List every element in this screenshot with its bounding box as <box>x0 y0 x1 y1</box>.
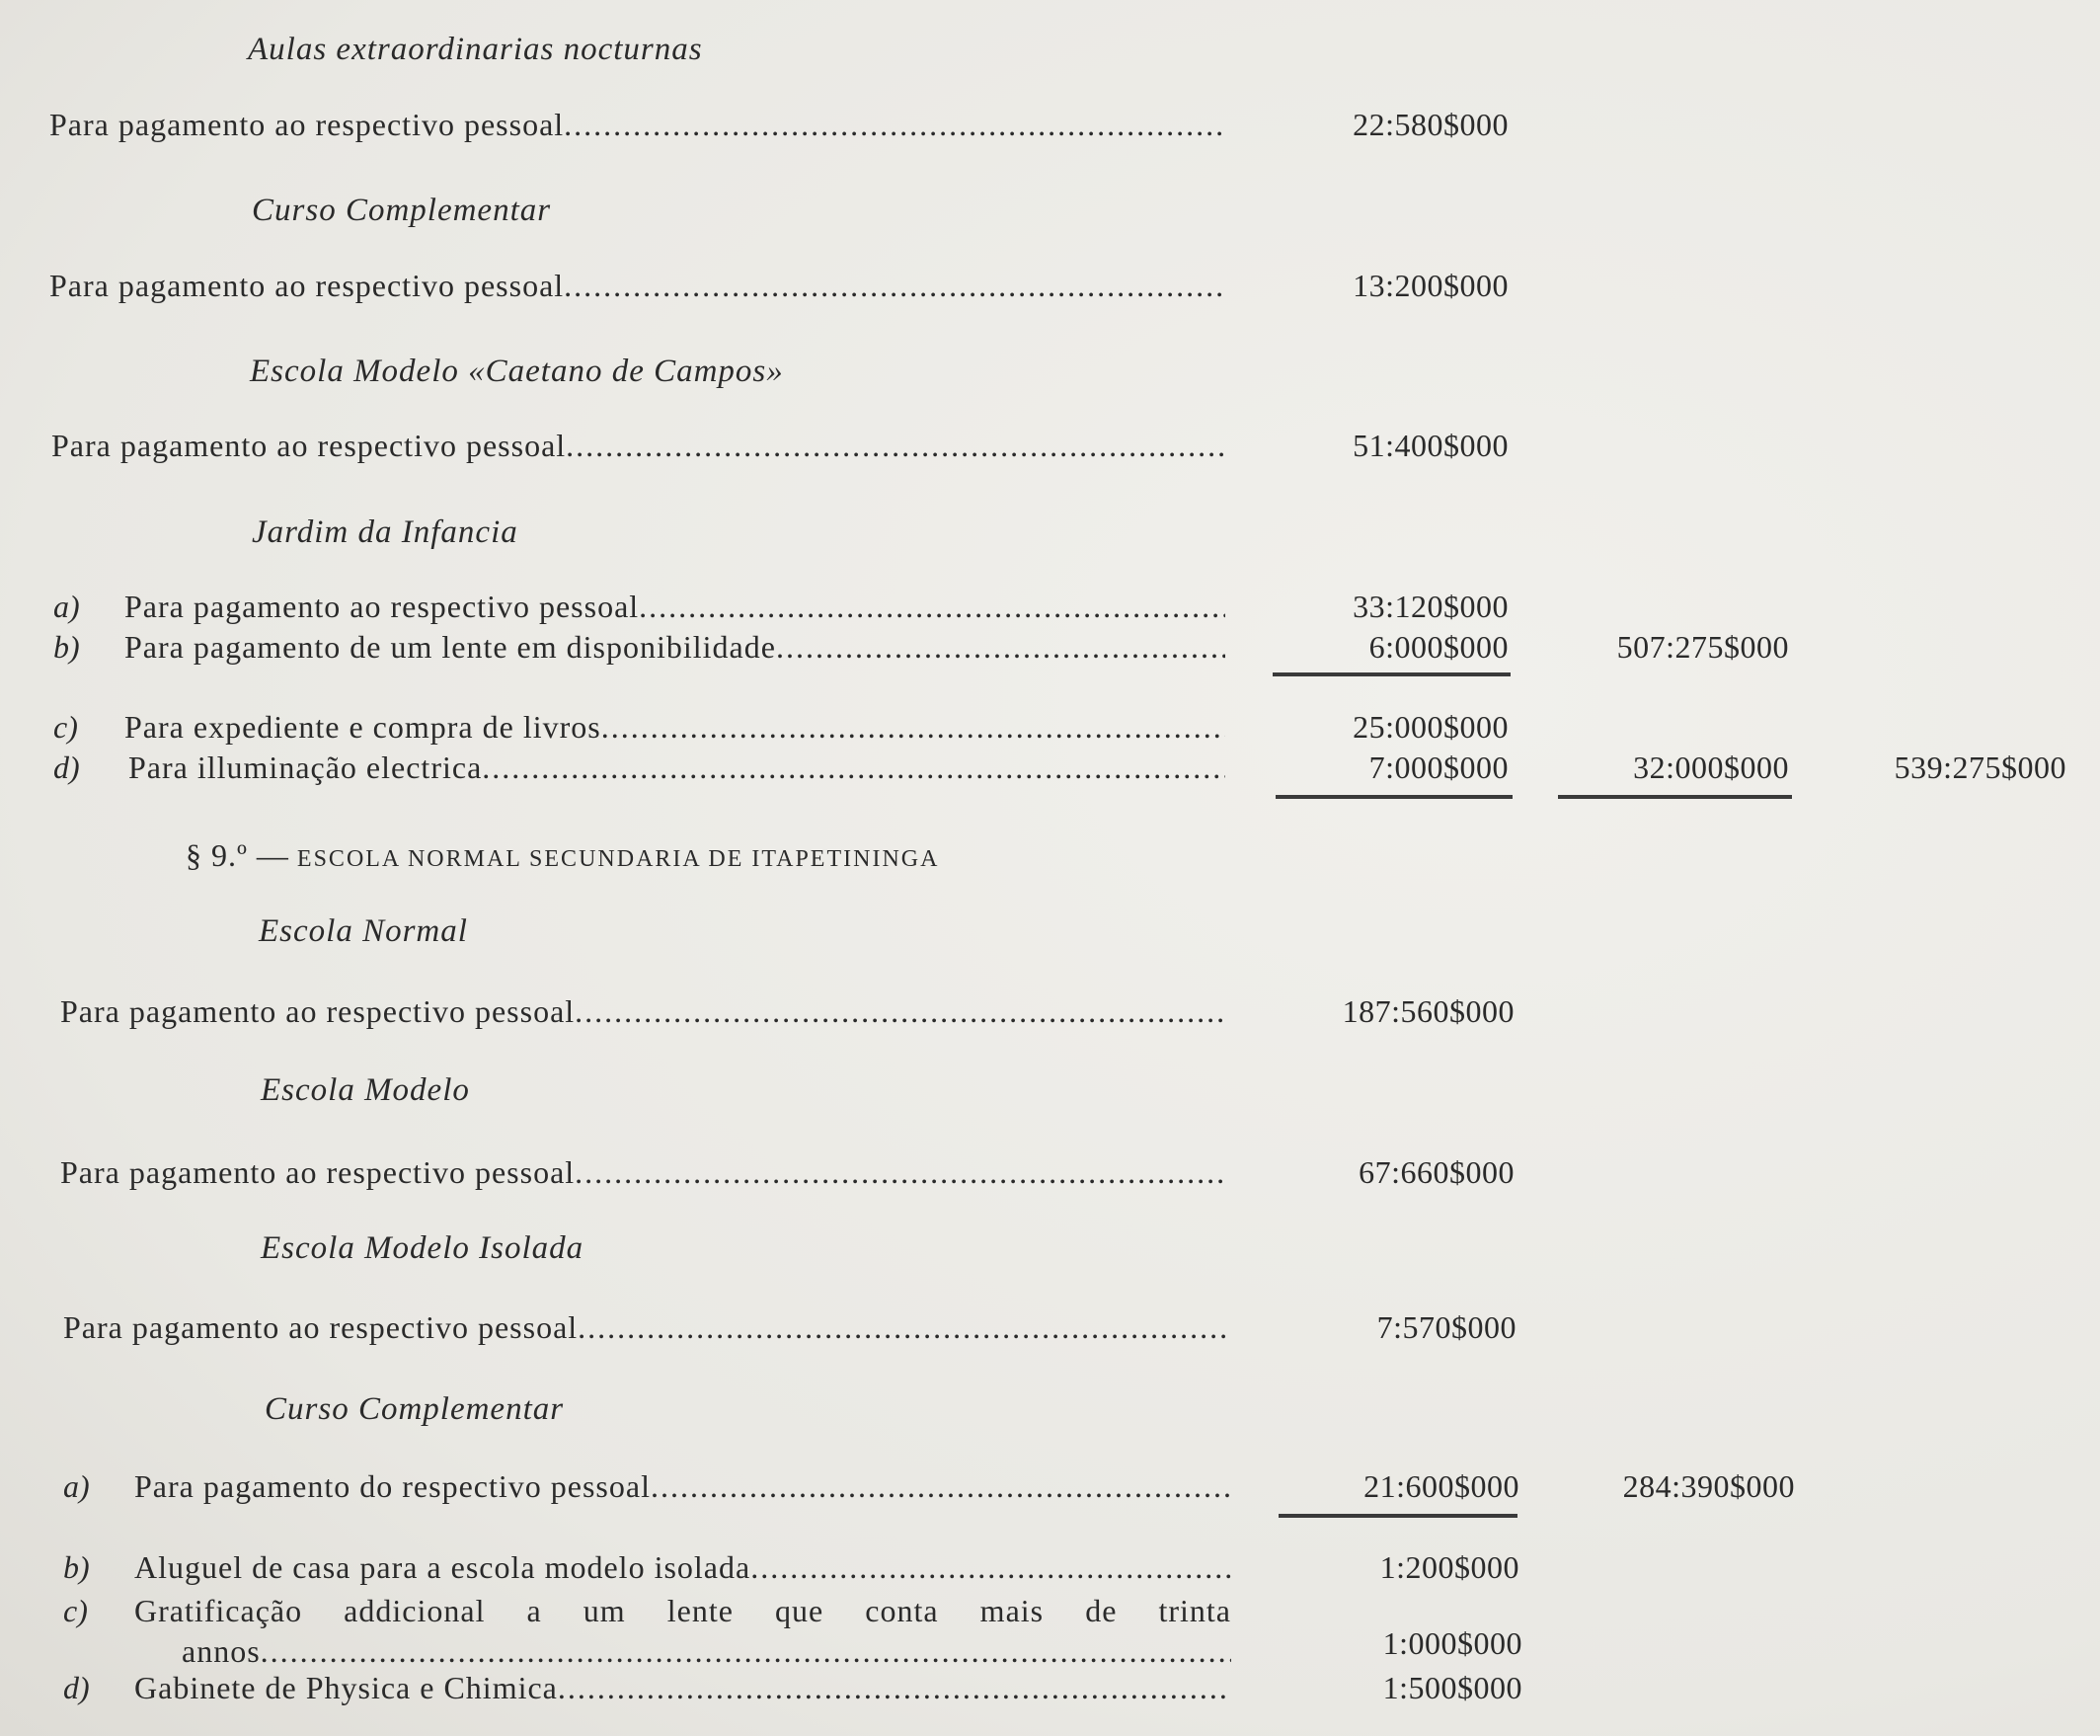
row-text: Para pagamento ao respectivo pessoal <box>51 428 567 463</box>
dot-leader <box>261 1633 1231 1670</box>
row-text: Para pagamento ao respectivo pessoal <box>49 107 565 142</box>
dot-leader <box>575 1154 1225 1191</box>
total: 539:275$000 <box>1894 750 2066 785</box>
row-text: Para pagamento de um lente em disponibilidade <box>124 629 776 665</box>
subheading: Jardim da Infancia <box>252 514 518 550</box>
sum-rule <box>1273 672 1511 676</box>
budget-row <box>0 107 2100 150</box>
row-text: Gratificação addicional a um lente que conta mais de trinta <box>134 1593 1231 1628</box>
row-text: Para pagamento ao respectivo pessoal <box>60 993 576 1029</box>
amount: 25:000$000 <box>1353 709 1509 745</box>
budget-row <box>0 709 2100 752</box>
subtotal: 32:000$000 <box>1633 750 1789 785</box>
dot-leader <box>564 107 1225 143</box>
subtotal: 507:275$000 <box>1616 629 1789 665</box>
amount: 6:000$000 <box>1368 629 1509 665</box>
sum-rule <box>1279 1514 1517 1518</box>
budget-row <box>0 750 2100 793</box>
subheading: Escola Modelo «Caetano de Campos» <box>250 354 784 389</box>
row-text: Para expediente e compra de livros <box>124 709 601 745</box>
budget-row <box>0 1670 2100 1713</box>
item-letter: d) <box>53 750 80 785</box>
amount: 22:580$000 <box>1353 107 1509 142</box>
item-letter: b) <box>53 629 80 665</box>
section-heading <box>186 837 939 874</box>
section-title: ESCOLA NORMAL SECUNDARIA DE ITAPETININGA <box>296 846 940 872</box>
budget-row <box>0 1309 2100 1353</box>
subheading: Curso Complementar <box>252 193 552 228</box>
subheading: Escola Normal <box>259 913 468 949</box>
dot-leader <box>566 428 1225 464</box>
dot-leader <box>482 750 1225 786</box>
budget-row <box>0 268 2100 311</box>
amount: 33:120$000 <box>1353 589 1509 624</box>
row-text: Para pagamento do respectivo pessoal <box>134 1468 651 1504</box>
budget-row <box>0 1468 2100 1512</box>
sum-rule <box>1276 795 1513 799</box>
budget-row <box>0 1154 2100 1198</box>
subheading: Aulas extraordinarias nocturnas <box>248 32 703 67</box>
row-text: annos <box>182 1633 261 1669</box>
row-text: Para pagamento ao respectivo pessoal <box>124 589 640 624</box>
item-letter: c) <box>63 1593 88 1628</box>
budget-row <box>0 589 2100 632</box>
budget-row <box>0 993 2100 1037</box>
dot-leader <box>651 1468 1231 1505</box>
subheading: Escola Modelo <box>261 1072 470 1108</box>
dot-leader <box>750 1549 1231 1586</box>
amount: 7:000$000 <box>1368 750 1509 785</box>
dot-leader <box>601 709 1225 746</box>
amount: 13:200$000 <box>1353 268 1509 303</box>
budget-row <box>0 428 2100 471</box>
amount: 51:400$000 <box>1353 428 1509 463</box>
budget-row <box>0 1549 2100 1593</box>
item-letter: b) <box>63 1549 90 1585</box>
subheading: Escola Modelo Isolada <box>261 1230 584 1266</box>
amount: 187:560$000 <box>1342 993 1515 1029</box>
item-letter: a) <box>53 589 80 624</box>
item-letter: a) <box>63 1468 90 1504</box>
sum-rule <box>1558 795 1792 799</box>
dot-leader <box>558 1670 1231 1706</box>
row-text: Aluguel de casa para a escola modelo isolada <box>134 1549 751 1585</box>
amount: 1:200$000 <box>1379 1549 1519 1585</box>
dot-leader <box>575 993 1225 1030</box>
dot-leader <box>639 589 1225 625</box>
dot-leader <box>578 1309 1225 1346</box>
dot-leader <box>776 629 1225 666</box>
budget-row <box>0 629 2100 672</box>
section-number: § 9.º — <box>186 837 289 873</box>
amount: 21:600$000 <box>1363 1468 1519 1504</box>
subtotal: 284:390$000 <box>1622 1468 1795 1504</box>
budget-row <box>0 1593 2100 1636</box>
row-text: Para pagamento ao respectivo pessoal <box>60 1154 576 1190</box>
subheading: Curso Complementar <box>265 1391 565 1427</box>
amount: 1:500$000 <box>1382 1670 1522 1705</box>
amount: 1:000$000 <box>1382 1625 1522 1661</box>
dot-leader <box>564 268 1225 304</box>
amount: 67:660$000 <box>1359 1154 1515 1190</box>
item-letter: d) <box>63 1670 90 1705</box>
item-letter: c) <box>53 709 78 745</box>
row-text: Para pagamento ao respectivo pessoal <box>49 268 565 303</box>
row-text: Para pagamento ao respectivo pessoal <box>63 1309 579 1345</box>
amount: 7:570$000 <box>1376 1309 1517 1345</box>
row-text: Gabinete de Physica e Chimica <box>134 1670 558 1705</box>
row-text: Para illuminação electrica <box>128 750 483 785</box>
